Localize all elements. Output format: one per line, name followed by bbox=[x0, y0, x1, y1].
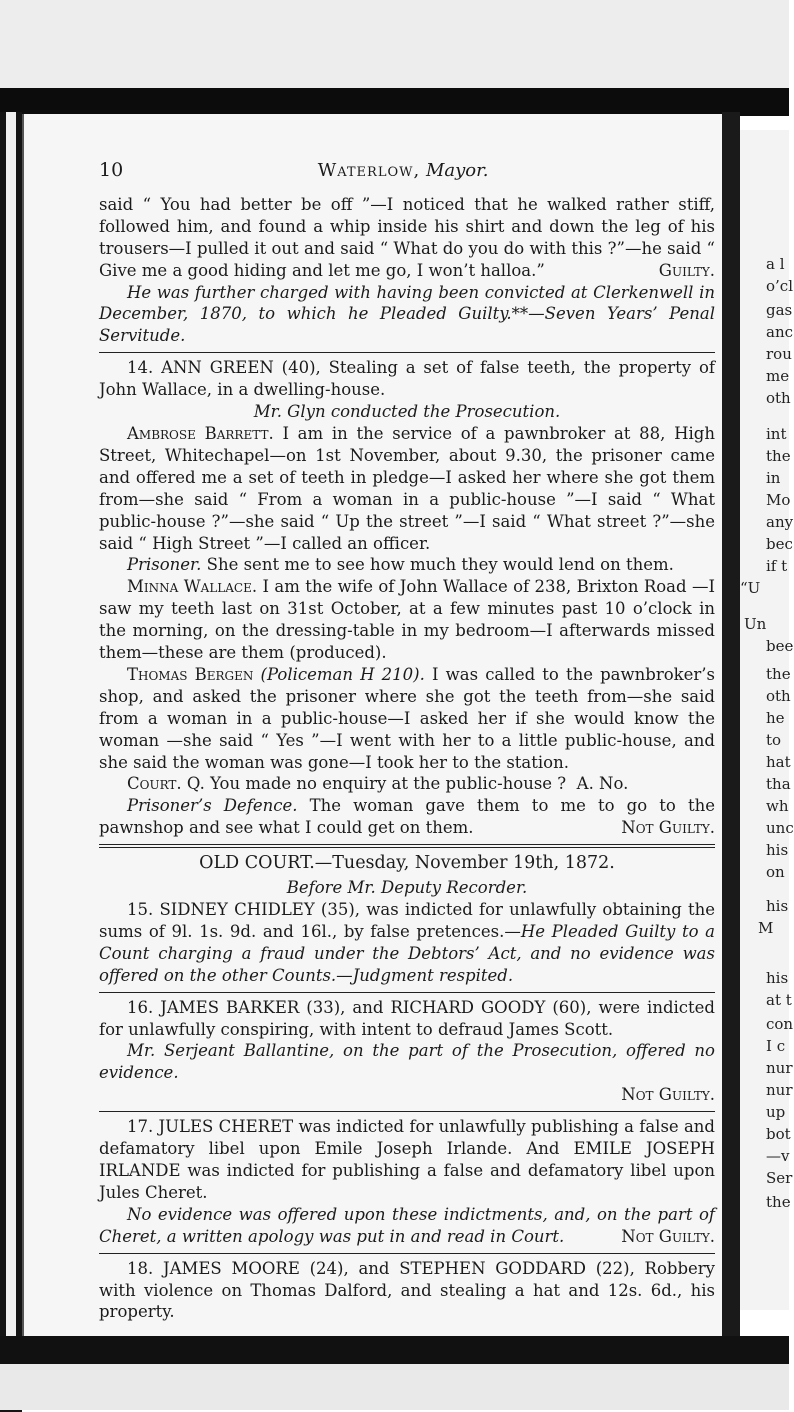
adjacent-page-fragment: oth bbox=[766, 687, 791, 705]
witness-bergen bbox=[99, 664, 715, 774]
defence-label: Prisoner’s Defence. bbox=[127, 796, 298, 816]
case-17-heading: 17. JULES CHERET was indicted for unlawfully publishing a false and defamatory libel upon Emile Joseph Irlande. And EMILE JOSEPH IRLANDE was indicted for publishing a false and defamatory libel upon Jules Cheret. bbox=[99, 1117, 715, 1202]
witness-name: Minna Wallace. bbox=[127, 577, 258, 597]
case-14-verdict: Not Guilty. bbox=[621, 818, 715, 838]
adjacent-page-fragment: I c bbox=[766, 1037, 786, 1055]
adjacent-page-fragment: nur bbox=[766, 1059, 793, 1077]
page-number: 10 bbox=[99, 159, 124, 181]
court-q: Q. You made no enquiry at the public-house ? bbox=[186, 774, 567, 794]
section-divider bbox=[99, 352, 715, 353]
adjacent-page-fragment: any bbox=[766, 513, 794, 531]
section-divider bbox=[99, 1111, 715, 1112]
adjacent-page-fragment: tha bbox=[766, 775, 791, 793]
witness-name: Thomas Bergen bbox=[127, 664, 254, 684]
witness-name: Ambrose Barrett. bbox=[127, 423, 274, 443]
left-page-edge-highlight bbox=[6, 112, 16, 1402]
case-17-note-line bbox=[99, 1204, 715, 1248]
opening-text: said “ You had better be off ”—I noticed that he walked rather stiff, followed him, and found a whip inside his shirt and down the leg of his trousers—I pulled it out and said “ What do you do with this ?”—he said “ Give me a good hiding and let me go, I won’t halloa.” bbox=[99, 194, 715, 280]
witness-testimony: I am in the service of a pawnbroker at 88, High Street, Whitechapel—on 1st November, about 9.30, the prisoner came and offered me a set of teeth in pledge—I asked her where she got them from—she said “ From a woman in a public-house ”—I said “ What public-house ?”—she said “ Up the street ”—I said “ What street ?”—she said “ High Street ”—I called an officer. bbox=[99, 423, 715, 553]
witness-wallace bbox=[99, 576, 715, 664]
witness-testimony: I was called to the pawnbroker’s shop, and asked the prisoner where she got the teeth from—she said from a woman in a public-house—I asked her if she would know the woman —she said “ Yes ”—I went with her to a little public-house, and she said the woman was gone—I took her to the station. bbox=[99, 664, 716, 772]
adjacent-page-fragment: if t bbox=[766, 557, 788, 575]
adjacent-page-fragment: a l bbox=[766, 255, 785, 273]
case-18-heading: 18. JAMES MOORE (24), and STEPHEN GODDARD (22), Robbery with violence on Thomas Dalford, and stealing a hat and 12s. 6d., his property. bbox=[99, 1258, 715, 1322]
opening-note: He was further charged with having been convicted at Clerkenwell in December, 1870, to which he Pleaded Guilty.**—Seven Years’ Penal Servitude. bbox=[99, 282, 715, 346]
adjacent-page-fragment: rou bbox=[766, 345, 792, 363]
case-17-note: No evidence was offered upon these indictments, and, on the part of Cheret, a written apology was put in and read in Court. bbox=[99, 1204, 715, 1246]
scan-background-top bbox=[0, 0, 789, 90]
witness-barrett bbox=[99, 423, 715, 554]
adjacent-page-fragment: con bbox=[766, 1015, 794, 1033]
running-title bbox=[123, 160, 715, 182]
opening-verdict: Guilty. bbox=[658, 260, 715, 280]
adjacent-page-fragment: anc bbox=[766, 323, 794, 341]
prisoner-text: She sent me to see how much they would lend on them. bbox=[206, 555, 674, 575]
adjacent-page-fragment: int bbox=[766, 425, 787, 443]
adjacent-page-fragment: wh bbox=[766, 797, 789, 815]
session-judge: Before Mr. Deputy Recorder. bbox=[286, 878, 528, 898]
scan-background-bottom bbox=[0, 1364, 789, 1410]
adjacent-page-fragment: Mo bbox=[766, 491, 791, 509]
adjacent-page-fragment: in bbox=[766, 469, 781, 487]
adjacent-page-fragment: Un bbox=[744, 615, 767, 633]
adjacent-page-fragment: to bbox=[766, 731, 782, 749]
prisoner-statement bbox=[99, 554, 715, 576]
book-gutter bbox=[722, 112, 740, 1352]
adjacent-page-fragment: the bbox=[766, 665, 791, 683]
adjacent-page-fragment: the bbox=[766, 447, 791, 465]
adjacent-page-fragment: the bbox=[766, 1193, 791, 1211]
session-title: OLD COURT.—Tuesday, November 19th, 1872. bbox=[199, 853, 615, 874]
adjacent-page-fragment: unc bbox=[766, 819, 794, 837]
adjacent-page-fragment: o’cl bbox=[766, 277, 793, 295]
adjacent-page-fragment: hat bbox=[766, 753, 791, 771]
opening-paragraph bbox=[99, 194, 715, 282]
running-title-name: Waterlow, bbox=[317, 160, 421, 181]
case-16-heading: 16. JAMES BARKER (33), and RICHARD GOODY (60), were indicted for unlawfully conspiring, with intent to defraud James Scott. bbox=[99, 997, 715, 1039]
binding-shadow-bottom bbox=[0, 1336, 789, 1364]
adjacent-page-fragment: he bbox=[766, 709, 785, 727]
witness-role: (Policeman H 210). bbox=[260, 664, 425, 684]
case-14-heading: 14. ANN GREEN (40), Stealing a set of false teeth, the property of John Wallace, in a dwelling-house. bbox=[99, 358, 715, 400]
case-14-prosecution: Mr. Glyn conducted the Prosecution. bbox=[253, 402, 561, 422]
court-a: A. No. bbox=[576, 774, 629, 794]
adjacent-page-fragment: up bbox=[766, 1103, 786, 1121]
adjacent-page-fragment: his bbox=[766, 841, 789, 859]
page-text bbox=[99, 160, 715, 1323]
court-label: Court. bbox=[127, 774, 182, 794]
session-divider bbox=[99, 844, 715, 848]
binding-shadow-top bbox=[0, 88, 789, 116]
case-16-note: Mr. Serjeant Ballantine, on the part of the Prosecution, offered no evidence. bbox=[99, 1041, 715, 1083]
adjacent-page-fragment: —v bbox=[766, 1147, 790, 1165]
adjacent-page-fragment: on bbox=[766, 863, 785, 881]
case-15-note: He Pleaded Guilty to a Count charging a fraud under the Debtors’ Act, and no evidence was offered on the other Counts.—Judgment respited. bbox=[99, 921, 715, 985]
adjacent-page-fragment: oth bbox=[766, 389, 791, 407]
adjacent-page-fragment: bee bbox=[766, 637, 794, 655]
section-divider bbox=[99, 992, 715, 993]
adjacent-page-fragment: at t bbox=[766, 991, 792, 1009]
adjacent-page-fragment: bot bbox=[766, 1125, 791, 1143]
adjacent-page-fragment: his bbox=[766, 969, 789, 987]
court-question bbox=[99, 773, 715, 795]
adjacent-page bbox=[740, 130, 794, 1310]
prisoner-defence bbox=[99, 795, 715, 839]
adjacent-page-fragment: Ser bbox=[766, 1169, 793, 1187]
prisoner-label: Prisoner. bbox=[127, 555, 202, 575]
witness-testimony: I am the wife of John Wallace of 238, Brixton Road —I saw my teeth last on 31st October, at a few minutes past 10 o’clock in the morning, on the dressing-table in my bedroom—I afterwards missed them—these are them (produced). bbox=[99, 577, 715, 663]
adjacent-page-fragment: nur bbox=[766, 1081, 793, 1099]
case-17-verdict: Not Guilty. bbox=[621, 1226, 715, 1246]
defence-text: The woman gave them to me to go to the pawnshop and see what I could get on them. bbox=[99, 796, 715, 838]
adjacent-page-fragment: M bbox=[758, 919, 774, 937]
running-title-role: Mayor. bbox=[425, 160, 489, 181]
section-divider bbox=[99, 1253, 715, 1254]
adjacent-page-fragment: bec bbox=[766, 535, 793, 553]
adjacent-page-fragment: me bbox=[766, 367, 790, 385]
case-15-heading: 15. SIDNEY CHIDLEY (35), was indicted for unlawfully obtaining the sums of 9l. 1s. 9d. and 16l., by false pretences.— bbox=[99, 900, 715, 941]
page-header bbox=[99, 160, 715, 182]
adjacent-page-fragment: “U bbox=[740, 579, 761, 597]
case-15 bbox=[99, 899, 715, 987]
case-16-verdict: Not Guilty. bbox=[621, 1085, 715, 1105]
adjacent-page-fragment: his bbox=[766, 897, 789, 915]
adjacent-page-fragment: gas bbox=[766, 301, 793, 319]
